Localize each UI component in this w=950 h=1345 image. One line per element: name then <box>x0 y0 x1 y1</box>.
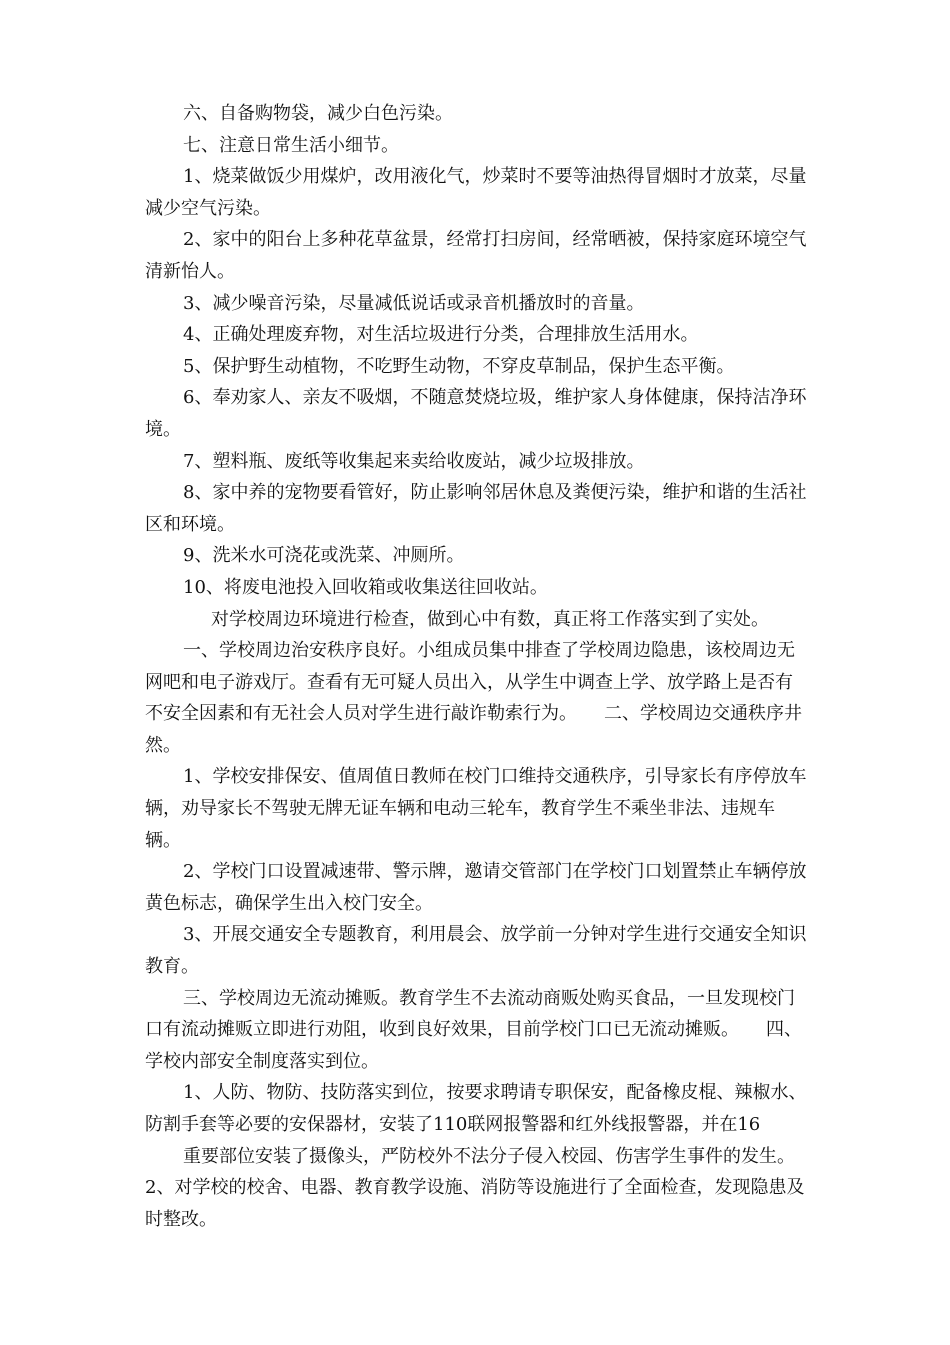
paragraph: 三、学校周边无流动摊贩。教育学生不去流动商贩处购买食品，一旦发现校门口有流动摊贩立即进行劝阻，收到良好效果，目前学校门口已无流动摊贩。 四、学校内部安全制度落实到位。 <box>145 987 802 1072</box>
paragraph: 5、保护野生动植物，不吃野生动物，不穿皮草制品，保护生态平衡。 <box>183 355 735 377</box>
paragraph: 9、洗米水可浇花或洗菜、冲厕所。 <box>183 545 465 567</box>
paragraph: 对学校周边环境进行检查，做到心中有数，真正将工作落实到了实处。 <box>211 608 769 630</box>
paragraph: 2、家中的阳台上多种花草盆景，经常打扫房间，经常晒被，保持家庭环境空气清新怡人。 <box>145 229 807 282</box>
paragraph: 1、烧菜做饭少用煤炉，改用液化气，炒菜时不要等油热得冒烟时才放菜，尽量减少空气污染。 <box>145 166 807 219</box>
paragraph: 七、注意日常生活小细节。 <box>183 134 399 156</box>
paragraph: 8、家中养的宠物要看管好，防止影响邻居休息及粪便污染，维护和谐的生活社区和环境。 <box>145 482 807 535</box>
paragraph: 2、学校门口设置减速带、警示牌，邀请交管部门在学校门口划置禁止车辆停放黄色标志，确保学生出入校门安全。 <box>145 861 807 914</box>
paragraph: 3、开展交通安全专题教育，利用晨会、放学前一分钟对学生进行交通安全知识教育。 <box>145 924 807 978</box>
paragraph: 6、奉劝家人、亲友不吸烟，不随意焚烧垃圾，维护家人身体健康，保持洁净环境。 <box>145 387 807 440</box>
paragraph: 一、学校周边治安秩序良好。小组成员集中排查了学校周边隐患，该校周边无网吧和电子游戏厅。查看有无可疑人员出入，从学生中调查上学、放学路上是否有不安全因素和有无社会人员对学生进行敲诈勒索行为。 二、学校周边交通秩序井然。 <box>145 640 802 756</box>
paragraph: 重要部位安装了摄像头，严防校外不法分子侵入校园、伤害学生事件的发生。 2、对学校的校舍、电器、教育教学设施、消防等设施进行了全面检查，发现隐患及时整改。 <box>145 1145 822 1230</box>
paragraph: 3、减少噪音污染，尽量减低说话或录音机播放时的音量。 <box>183 292 645 314</box>
document-body <box>145 98 822 1235</box>
paragraph: 六、自备购物袋，减少白色污染。 <box>183 103 453 124</box>
paragraph: 7、塑料瓶、废纸等收集起来卖给收废站，减少垃圾排放。 <box>183 450 645 472</box>
paragraph: 4、正确处理废弃物，对生活垃圾进行分类，合理排放生活用水。 <box>183 324 699 346</box>
paragraph: 10、将废电池投入回收箱或收集送往回收站。 <box>183 576 548 598</box>
paragraph: 1、人防、物防、技防落实到位，按要求聘请专职保安，配备橡皮棍、辣椒水、防割手套等必要的安保器材，安装了110联网报警器和红外线报警器，并在16 <box>145 1082 807 1135</box>
paragraph: 1、学校安排保安、值周值日教师在校门口维持交通秩序，引导家长有序停放车辆，劝导家长不驾驶无牌无证车辆和电动三轮车，教育学生不乘坐非法、违规车辆。 <box>145 766 807 851</box>
